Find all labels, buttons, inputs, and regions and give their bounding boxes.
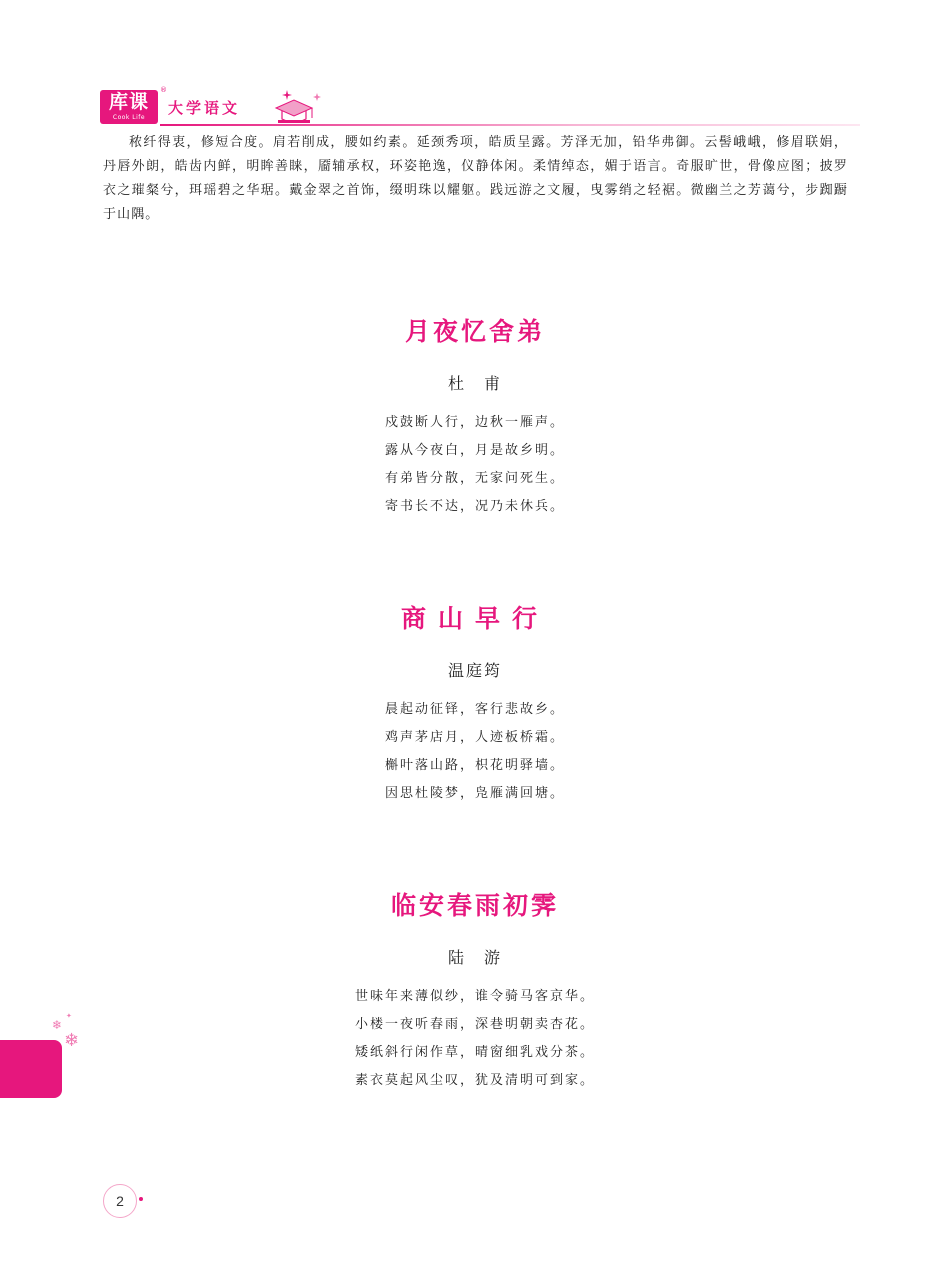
page-number: 2	[103, 1184, 137, 1218]
poem-line: 世味年来薄似纱，谁令骑马客京华。	[354, 989, 595, 1004]
poem-line: 有弟皆分散，无家问死生。	[384, 471, 565, 486]
poem-section	[0, 602, 950, 808]
poem-line: 晨起动征铎，客行悲故乡。	[384, 702, 565, 717]
logo-sub-text: Cook Life	[112, 114, 146, 121]
poem-line: 矮纸斜行闲作草，晴窗细乳戏分茶。	[354, 1045, 595, 1060]
poem-line: 小楼一夜听春雨，深巷明朝卖杏花。	[354, 1017, 595, 1032]
graduation-cap-books-icon	[272, 86, 322, 126]
snowflake-icon: ✦	[66, 1012, 72, 1020]
poem-section	[0, 889, 950, 1095]
brand-logo	[100, 90, 158, 124]
poem-title: 临安春雨初霁	[390, 891, 559, 920]
poem-body	[0, 409, 950, 521]
poem-section	[0, 315, 950, 521]
poem-body	[0, 983, 950, 1095]
poem-title: 商山早行	[400, 604, 549, 633]
poem-title: 月夜忆舍弟	[404, 317, 545, 346]
logo-main-text: 库课	[108, 91, 149, 113]
poem-author: 陆 游	[447, 948, 502, 967]
intro-passage	[103, 131, 848, 227]
snowflake-icon: ❄	[52, 1018, 63, 1032]
page-number-dot	[139, 1197, 143, 1201]
page-header	[100, 86, 860, 130]
poem-line: 露从今夜白，月是故乡明。	[384, 443, 565, 458]
poem-line: 寄书长不达，况乃未休兵。	[384, 499, 565, 514]
poem-line: 鸡声茅店月，人迹板桥霜。	[384, 730, 565, 745]
poem-line: 因思杜陵梦，凫雁满回塘。	[384, 786, 565, 801]
poem-line: 槲叶落山路，枳花明驿墙。	[384, 758, 565, 773]
book-title: 大学语文	[168, 99, 241, 117]
header-divider	[160, 124, 860, 126]
side-color-tab	[0, 1040, 62, 1098]
poem-body	[0, 696, 950, 808]
intro-paragraph: 秾纤得衷，修短合度。肩若削成，腰如约素。延颈秀项，皓质呈露。芳泽无加，铅华弗御。云髻峨峨，修眉联娟，丹唇外朗，皓齿内鲜，明眸善睐，靥辅承权，环姿艳逸，仪静体闲。柔情绰态，媚于语言。奇服旷世，骨像应图；披罗衣之璀粲兮，珥瑶碧之华琚。戴金翠之首饰，缀明珠以耀躯。践远游之文履，曳雾绡之轻裾。微幽兰之芳蔼兮，步踟蹰于山隅。	[103, 135, 848, 222]
poem-line: 素衣莫起风尘叹，犹及清明可到家。	[354, 1073, 595, 1088]
registered-mark: ®	[160, 86, 167, 94]
poem-line: 戍鼓断人行，边秋一雁声。	[384, 415, 565, 430]
snowflake-icon: ❄	[64, 1030, 80, 1051]
poem-author: 温庭筠	[447, 661, 502, 680]
poem-author: 杜 甫	[447, 374, 502, 393]
